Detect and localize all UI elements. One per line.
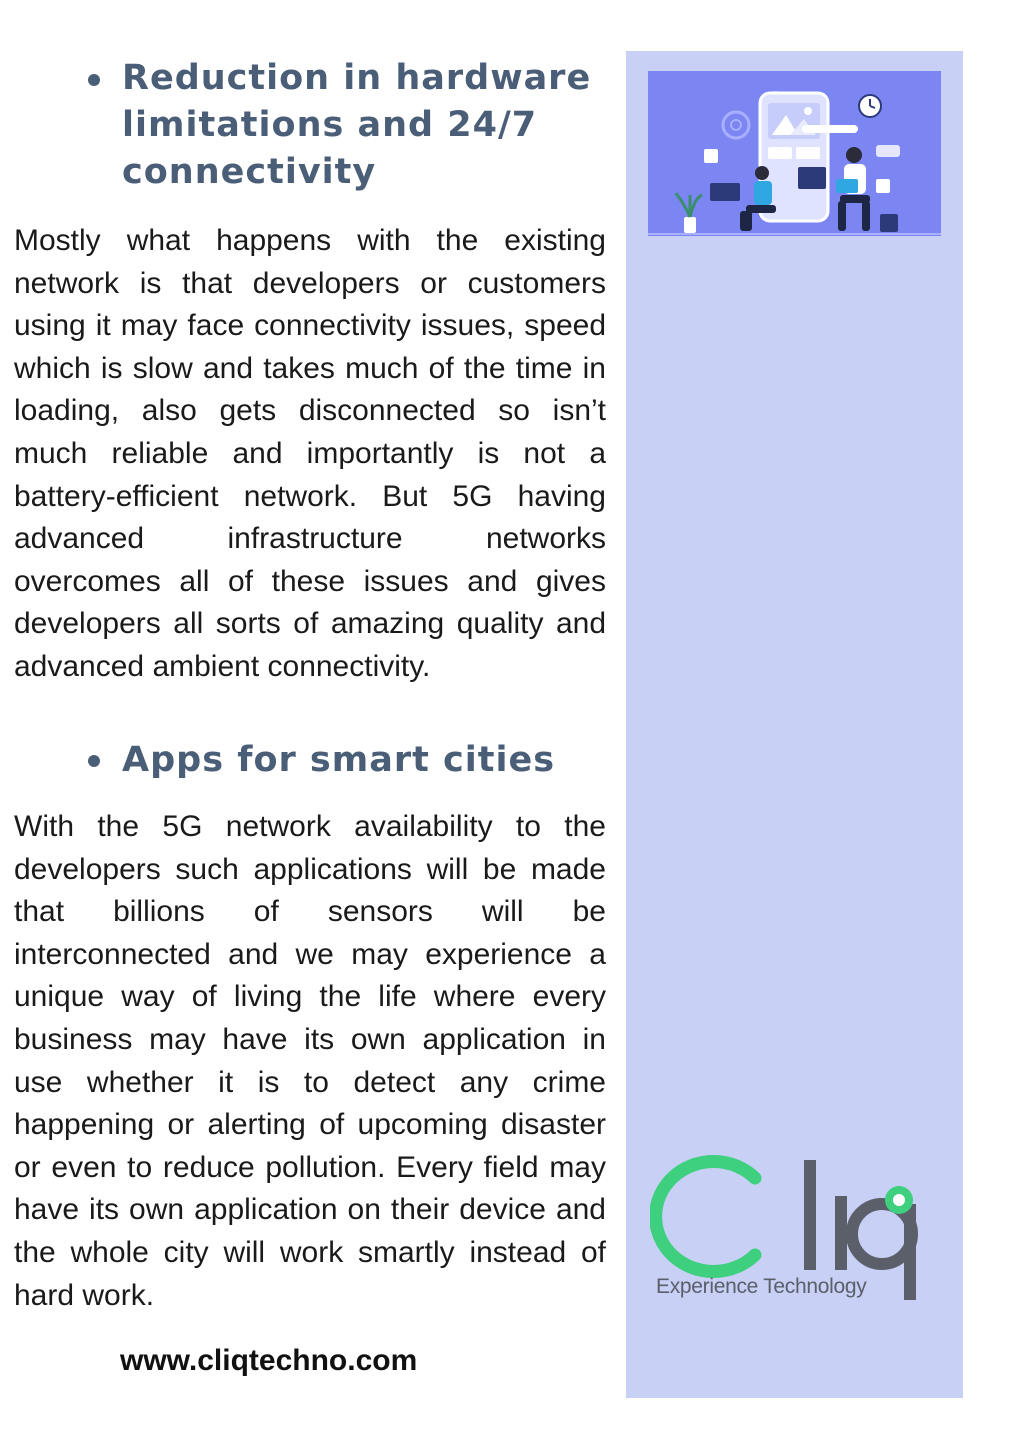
section-paragraph: Mostly what happens with the existing network is that developers or customers using it may face connectivity issues, speed which is slow and takes much of the time in loading, also gets disconnected so isn’t much reliable and importantly is not a battery-efficient network. But 5G having advanced infrastructure networks overcomes all of these issues and gives developers all sorts of amazing quality and advanced ambient connectivity. — [14, 224, 606, 683]
section-heading: Apps for smart cities — [122, 740, 556, 780]
bullet-dot — [88, 755, 100, 767]
logo-tagline: Experience Technology — [656, 1275, 867, 1298]
section-paragraph: With the 5G network availability to the developers such applications will be made that billions of sensors will be interconnected and we may experience a unique way of living the life where every business may have its own application in use whether it is to detect any crime happening or alerting of upcoming disaster or even to reduce pollution. Every field may have its own application on their device and the whole city will work smartly instead of hard work. — [14, 810, 606, 1312]
website-link[interactable]: www.cliqtechno.com — [120, 1344, 418, 1377]
bullet-dot — [88, 74, 100, 86]
developers-illustration-graphic — [648, 71, 941, 236]
developers-illustration — [648, 71, 941, 236]
section-heading: Reduction in hardware limitations and 24/7 connectivity — [122, 58, 592, 192]
